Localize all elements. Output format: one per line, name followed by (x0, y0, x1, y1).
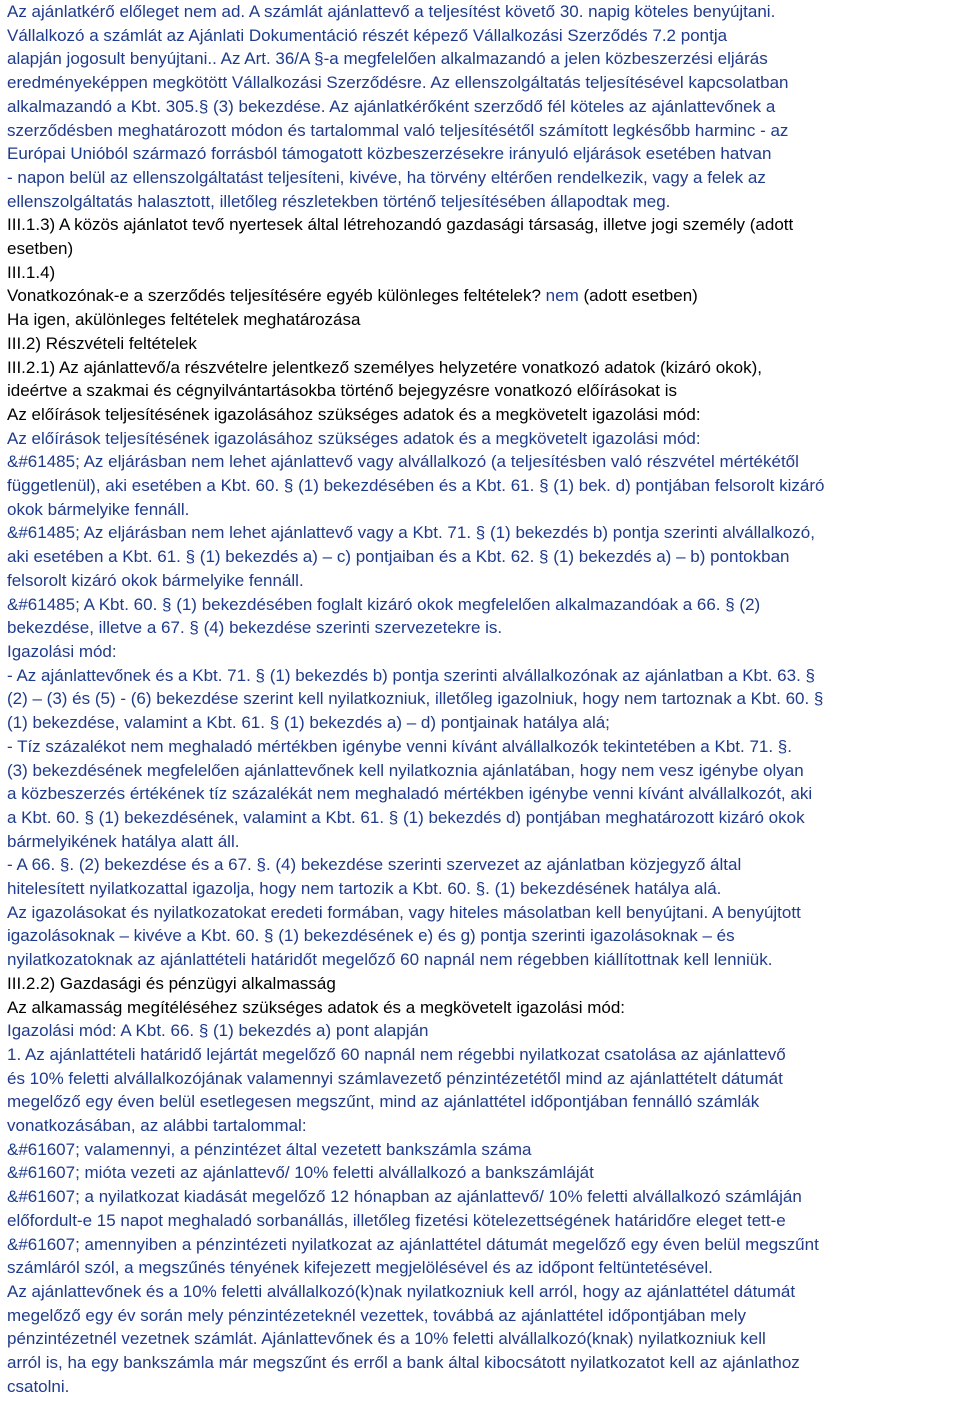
text-segment: (3) bekezdésének megfelelően ajánlattevőnek kell nyilatkoznia ajánlatában, hogy nem vesz igénybe olyan (7, 760, 804, 780)
text-line (7, 806, 956, 830)
text-segment: Ha igen, akülönleges feltételek meghatározása (7, 310, 361, 330)
text-line (7, 521, 956, 545)
text-segment: alkalmazandó a Kbt. 305.§ (3) bekezdése. Az ajánlatkérőként szerződő fél köteles az ajánlattevőnek a (7, 96, 776, 116)
text-line (7, 95, 956, 119)
text-line (7, 379, 956, 403)
text-line (7, 47, 956, 71)
text-segment: Európai Unióból származó forrásból támogatott közbeszerzésekre irányuló eljárások esetében hatvan (7, 144, 772, 164)
text-segment: Az ajánlatkérő előleget nem ad. A számlát ajánlattevő a teljesítést követő 30. napig köteles benyújtani. (7, 2, 776, 21)
text-line (7, 450, 956, 474)
text-segment: felsorolt kizáró okok bármelyike fennáll. (7, 570, 304, 590)
text-line (7, 901, 956, 925)
text-line (7, 877, 956, 901)
text-segment: &#61485; A Kbt. 60. § (1) bekezdésében foglalt kizáró okok megfelelően alkalmazandóak a 66. § (2) (7, 594, 761, 614)
text-line (7, 1114, 956, 1138)
text-segment: okok bármelyike fennáll. (7, 499, 190, 519)
text-line (7, 924, 956, 948)
text-line (7, 996, 956, 1020)
text-line (7, 664, 956, 688)
text-line (7, 1067, 956, 1091)
text-segment: - A 66. §. (2) bekezdése és a 67. §. (4) bekezdése szerinti szervezet az ajánlatban közjegyző által (7, 855, 742, 875)
text-segment: 1. Az ajánlattételi határidő lejártát megelőző 60 napnál nem régebbi nyilatkozat csatolása az ajánlattevő (7, 1044, 786, 1064)
text-segment: Vonatkozónak-e a szerződés teljesítésére egyéb különleges feltételek? (7, 286, 546, 306)
text-segment: &#61485; Az eljárásban nem lehet ajánlattevő vagy alvállalkozó (a teljesítésben való részvétel mértékétől (7, 452, 799, 472)
text-line (7, 213, 956, 237)
text-line (7, 1233, 956, 1257)
text-line (7, 735, 956, 759)
text-line (7, 119, 956, 143)
text-segment: alapján jogosult benyújtani.. Az Art. 36/A §-a megfelelően alkalmazandó a jelen közbeszerzési eljárás (7, 49, 768, 69)
text-segment: a Kbt. 60. § (1) bekezdésének, valamint a Kbt. 61. § (1) bekezdés d) pontjában meghatározott kizáró okok (7, 807, 805, 827)
text-line (7, 1327, 956, 1351)
text-line (7, 711, 956, 735)
text-line (7, 782, 956, 806)
text-line (7, 1256, 956, 1280)
text-segment: esetben) (7, 239, 74, 259)
text-segment: III.2.1) Az ajánlattevő/a részvételre jelentkező személyes helyzetére vonatkozó adatok (kizáró okok), (7, 357, 762, 377)
text-line (7, 593, 956, 617)
text-segment: &#61607; a nyilatkozat kiadását megelőző 12 hónapban az ajánlattevő/ 10% feletti alvállalkozó számláján (7, 1187, 802, 1207)
text-line (7, 1138, 956, 1162)
text-line (7, 545, 956, 569)
text-line (7, 190, 956, 214)
text-line (7, 830, 956, 854)
text-segment: (adott esetben) (578, 286, 698, 306)
text-segment: &#61607; mióta vezeti az ajánlattevő/ 10% feletti alvállalkozó a bankszámláját (7, 1163, 594, 1183)
text-segment: Az ajánlattevőnek és a 10% feletti alvállalkozó(k)nak nyilatkozniuk kell arról, hogy az ajánlattétel dátumát (7, 1281, 796, 1301)
text-segment: csatolni. (7, 1376, 70, 1396)
text-line (7, 1304, 956, 1328)
text-segment: III.2) Részvételi feltételek (7, 333, 197, 353)
text-segment: számláról szól, a megszűnés tényének kifejezett megjelölésével és az időpont feltüntetésével. (7, 1258, 713, 1278)
text-segment: Vállalkozó a számlát az Ajánlati Dokumentáció részét képező Vállalkozási Szerződés 7.2 pontja (7, 25, 728, 45)
text-line (7, 948, 956, 972)
text-line (7, 1090, 956, 1114)
text-segment: III.2.2) Gazdasági és pénzügyi alkalmasság (7, 973, 336, 993)
text-line (7, 0, 956, 24)
text-segment: nyilatkozatoknak az ajánlattételi határidőt megelőző 60 napnál nem régebben kiállítottnak kell lenniük. (7, 950, 773, 970)
text-line (7, 1351, 956, 1375)
text-line (7, 972, 956, 996)
text-segment: III.1.3) A közös ajánlatot tevő nyertesek által létrehozandó gazdasági társaság, illetve jogi személy (adott (7, 215, 794, 235)
text-segment: (1) bekezdése, valamint a Kbt. 61. § (1) bekezdés a) – d) pontjainak hatálya alá; (7, 713, 610, 733)
text-segment: - Tíz százalékot nem meghaladó mértékben igénybe venni kívánt alvállalkozók tekintetében a Kbt. 71. §. (7, 736, 792, 756)
text-segment: Az alkamasság megítéléséhez szükséges adatok és a megkövetelt igazolási mód: (7, 997, 625, 1017)
text-line (7, 640, 956, 664)
text-line (7, 403, 956, 427)
text-segment: megelőző egy éven belül esetlegesen megszűnt, mind az ajánlattétel időpontjában fennálló számlák (7, 1092, 760, 1112)
text-line (7, 759, 956, 783)
text-segment: Igazolási mód: A Kbt. 66. § (1) bekezdés a) pont alapján (7, 1021, 429, 1041)
text-line (7, 474, 956, 498)
text-segment: vonatkozásában, az alábbi tartalommal: (7, 1116, 307, 1136)
text-segment: eredményeképpen megkötött Vállalkozási Szerződésre. Az ellenszolgáltatás teljesítésével kapcsolatban (7, 73, 789, 93)
text-line (7, 142, 956, 166)
text-line (7, 687, 956, 711)
text-line (7, 308, 956, 332)
text-segment: III.1.4) (7, 262, 56, 282)
text-line (7, 166, 956, 190)
text-segment: hitelesített nyilatkozattal igazolja, hogy nem tartozik a Kbt. 60. §. (1) bekezdésének hatálya alá. (7, 879, 722, 899)
text-segment: arról is, ha egy bankszámla már megszűnt és erről a bank által kibocsátott nyilatkozatot kell az ajánlathoz (7, 1353, 800, 1373)
text-line (7, 853, 956, 877)
text-line (7, 261, 956, 285)
text-segment: függetlenül), aki esetében a Kbt. 60. § (1) bekezdésében és a Kbt. 61. § (1) bek. d) pontjában felsorolt kizáró (7, 476, 825, 496)
text-segment: - napon belül az ellenszolgáltatást teljesíteni, kivéve, ha törvény eltérően rendelkezik, vagy a felek az (7, 167, 766, 187)
text-line (7, 569, 956, 593)
text-segment: - Az ajánlattevőnek és a Kbt. 71. § (1) bekezdés b) pontja szerinti alvállalkozónak az ajánlatban a Kbt. 63. § (7, 665, 815, 685)
text-line (7, 427, 956, 451)
text-line (7, 616, 956, 640)
text-line (7, 356, 956, 380)
text-line (7, 1280, 956, 1304)
text-line (7, 284, 956, 308)
text-line (7, 1161, 956, 1185)
text-segment: &#61607; valamennyi, a pénzintézet által vezetett bankszámla száma (7, 1139, 532, 1159)
text-segment: pénzintézetnél vezetnek számlát. Ajánlattevőnek és a 10% feletti alvállalkozó(knak) nyilatkozniuk kell (7, 1329, 766, 1349)
text-segment: bármelyikének hatálya alatt áll. (7, 831, 240, 851)
text-line (7, 332, 956, 356)
text-line (7, 24, 956, 48)
text-segment: és 10% feletti alvállalkozójának valamennyi számlavezető pénzintézetétől mind az ajánlattételt dátumát (7, 1068, 783, 1088)
text-segment: Az előírások teljesítésének igazolásához szükséges adatok és a megkövetelt igazolási mód: (7, 404, 701, 424)
text-segment: &#61485; Az eljárásban nem lehet ajánlattevő vagy a Kbt. 71. § (1) bekezdés b) pontja szerinti alvállalkozó, (7, 523, 815, 543)
text-segment: &#61607; amennyiben a pénzintézeti nyilatkozat az ajánlattétel dátumát megelőző egy éven belül megszűnt (7, 1234, 819, 1254)
text-segment: Igazolási mód: (7, 641, 117, 661)
text-segment: megelőző egy év során mely pénzintézeteknél vezettek, továbbá az ajánlattétel időpontjában mely (7, 1305, 747, 1325)
text-line (7, 1375, 956, 1399)
text-line (7, 1019, 956, 1043)
text-segment: aki esetében a Kbt. 61. § (1) bekezdés a) – c) pontjaiban és a Kbt. 62. § (1) bekezdés a) – b) pontokban (7, 547, 790, 567)
text-segment: ellenszolgáltatás halasztott, illetőleg részletekben történő teljesítésében állapodtak meg. (7, 191, 671, 211)
text-segment: előfordult-e 15 napot meghaladó sorbanállás, illetőleg fizetési kötelezettségének határidőre eleget tett-e (7, 1210, 786, 1230)
text-line (7, 1209, 956, 1233)
text-segment: (2) – (3) és (5) - (6) bekezdése szerint kell nyilatkozniuk, illetőleg igazolniuk, hogy nem tartoznak a Kbt. 60. § (7, 689, 824, 709)
text-line (7, 1185, 956, 1209)
text-segment: a közbeszerzés értékének tíz százalékát nem meghaladó mértékben igénybe venni kívánt alvállalkozót, aki (7, 784, 813, 804)
text-segment: Az igazolásokat és nyilatkozatokat eredeti formában, vagy hiteles másolatban kell benyújtani. A benyújtott (7, 902, 801, 922)
text-line (7, 237, 956, 261)
text-line (7, 498, 956, 522)
text-segment: bekezdése, illetve a 67. § (4) bekezdése szerinti szervezetekre is. (7, 618, 503, 638)
text-line (7, 71, 956, 95)
text-segment: Az előírások teljesítésének igazolásához szükséges adatok és a megkövetelt igazolási mód: (7, 428, 701, 448)
text-line (7, 1043, 956, 1067)
text-segment: ideértve a szakmai és cégnyilvántartásokba történő bejegyzésre vonatkozó előírásokat is (7, 381, 677, 401)
text-segment: nem (545, 286, 579, 306)
text-segment: igazolásoknak – kivéve a Kbt. 60. § (1) bekezdésének e) és g) pontja szerinti igazolásoknak – és (7, 926, 735, 946)
text-segment: szerződésben meghatározott módon és tartalommal való teljesítésétől számított legkésőbb harminc - az (7, 120, 789, 140)
